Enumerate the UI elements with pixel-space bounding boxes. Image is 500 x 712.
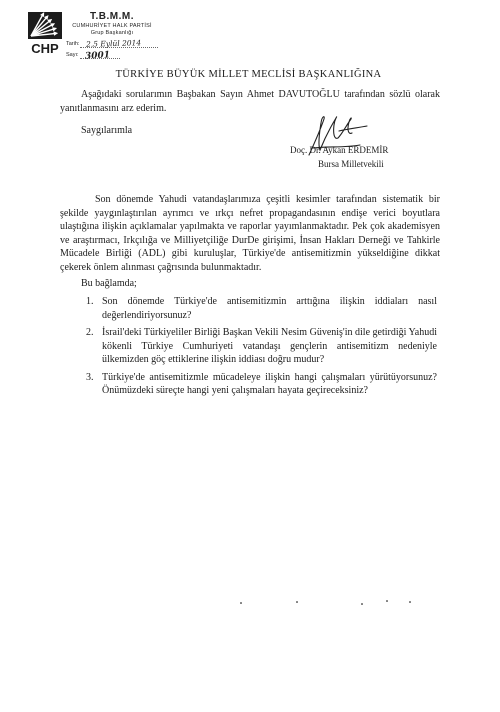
questions-intro: Bu bağlamda; <box>81 278 137 289</box>
question-text: Son dönemde Türkiye'de antisemitizmin arttığına ilişkin iddiaları nasıl değerlendiriyorsunuz? <box>102 296 437 321</box>
stamp-number-leader <box>80 49 120 62</box>
stamp-institution: T.B.M.M. <box>90 11 134 22</box>
question-number: 1. <box>86 296 94 307</box>
chp-logo <box>27 11 63 55</box>
stamp-number-label: Sayı: <box>66 52 79 58</box>
question-text: İsrail'deki Türkiyeliler Birliği Başkan Vekili Nesim Güveniş'in dile getirdiği Yahudi kökenli Türkiye Cumhuriyeti vatandaşı gençlerin antisemitizm nedeniyle ülkemizden göç ettiklerine ilişkin iddiası doğru mudur? <box>102 327 437 365</box>
scan-speck <box>409 601 411 603</box>
question-list <box>86 295 437 402</box>
question-item <box>86 371 437 398</box>
background-paragraph: Son dönemde Yahudi vatandaşlarımıza çeşitli kesimler tarafından sistematik bir şekilde yaygınlaştırılan ayrımcı ve ırkçı nefret propagandasının endişe verici boyutlara ulaştığına ilişkin açıklamalar yapılmakta ve raporlar yayımlanmaktadır. Pek çok akademisyen ve araştırmacı, Irkçılığa ve Milliyetçiliğe DurDe girişimi, İnsan Hakları Derneği ve Tahkirle Mücadele Birliği (ADL) gibi kuruluşlar, Türkiye'de antisemitizmin yükseldiğine dikkat çekerek önlem alınması çağrısında bulunmaktadır. <box>60 194 440 273</box>
addressee-heading: TÜRKİYE BÜYÜK MİLLET MECLİSİ BAŞKANLIĞINA <box>115 69 382 80</box>
scan-speck <box>361 603 363 605</box>
stamp-date-leader <box>80 38 158 48</box>
stamp-date-row <box>66 38 158 48</box>
closing-salutation: Saygılarımla <box>81 125 133 136</box>
question-text: Türkiye'de antisemitizmle mücadeleye ilişkin hangi çalışmaları yürütüyorsunuz? Önümüzdeki süreçte hangi yeni çalışmaları hayata geçireceksiniz? <box>102 371 437 396</box>
question-item <box>86 295 437 322</box>
scan-speck <box>296 601 298 603</box>
scan-speck <box>386 600 388 602</box>
scan-speck <box>240 602 242 604</box>
stamp-office: Grup Başkanlığı <box>90 30 134 36</box>
stamp-number-row <box>66 49 158 62</box>
stamp-party: CUMHURİYET HALK PARTİSİ <box>72 23 152 29</box>
stamp-number-value: 3001 <box>84 50 110 62</box>
logo-lettering: CHP <box>31 41 59 55</box>
signatory-title: Bursa Milletvekili <box>318 159 384 169</box>
request-paragraph: Aşağıdaki sorularımın Başbakan Sayın Ahmet DAVUTOĞLU tarafından sözlü olarak yanıtlanmasını arz ederim. <box>60 89 440 114</box>
registry-stamp <box>66 11 158 62</box>
stamp-date-label: Tarih: <box>66 41 80 47</box>
question-number: 2. <box>86 327 94 338</box>
signatory-name: Doç. Dr. Aykan ERDEMİR <box>290 145 389 155</box>
question-item <box>86 326 437 367</box>
stamp-date-value: 2.5 Eylül 2014 <box>86 38 142 49</box>
question-number: 3. <box>86 371 94 383</box>
